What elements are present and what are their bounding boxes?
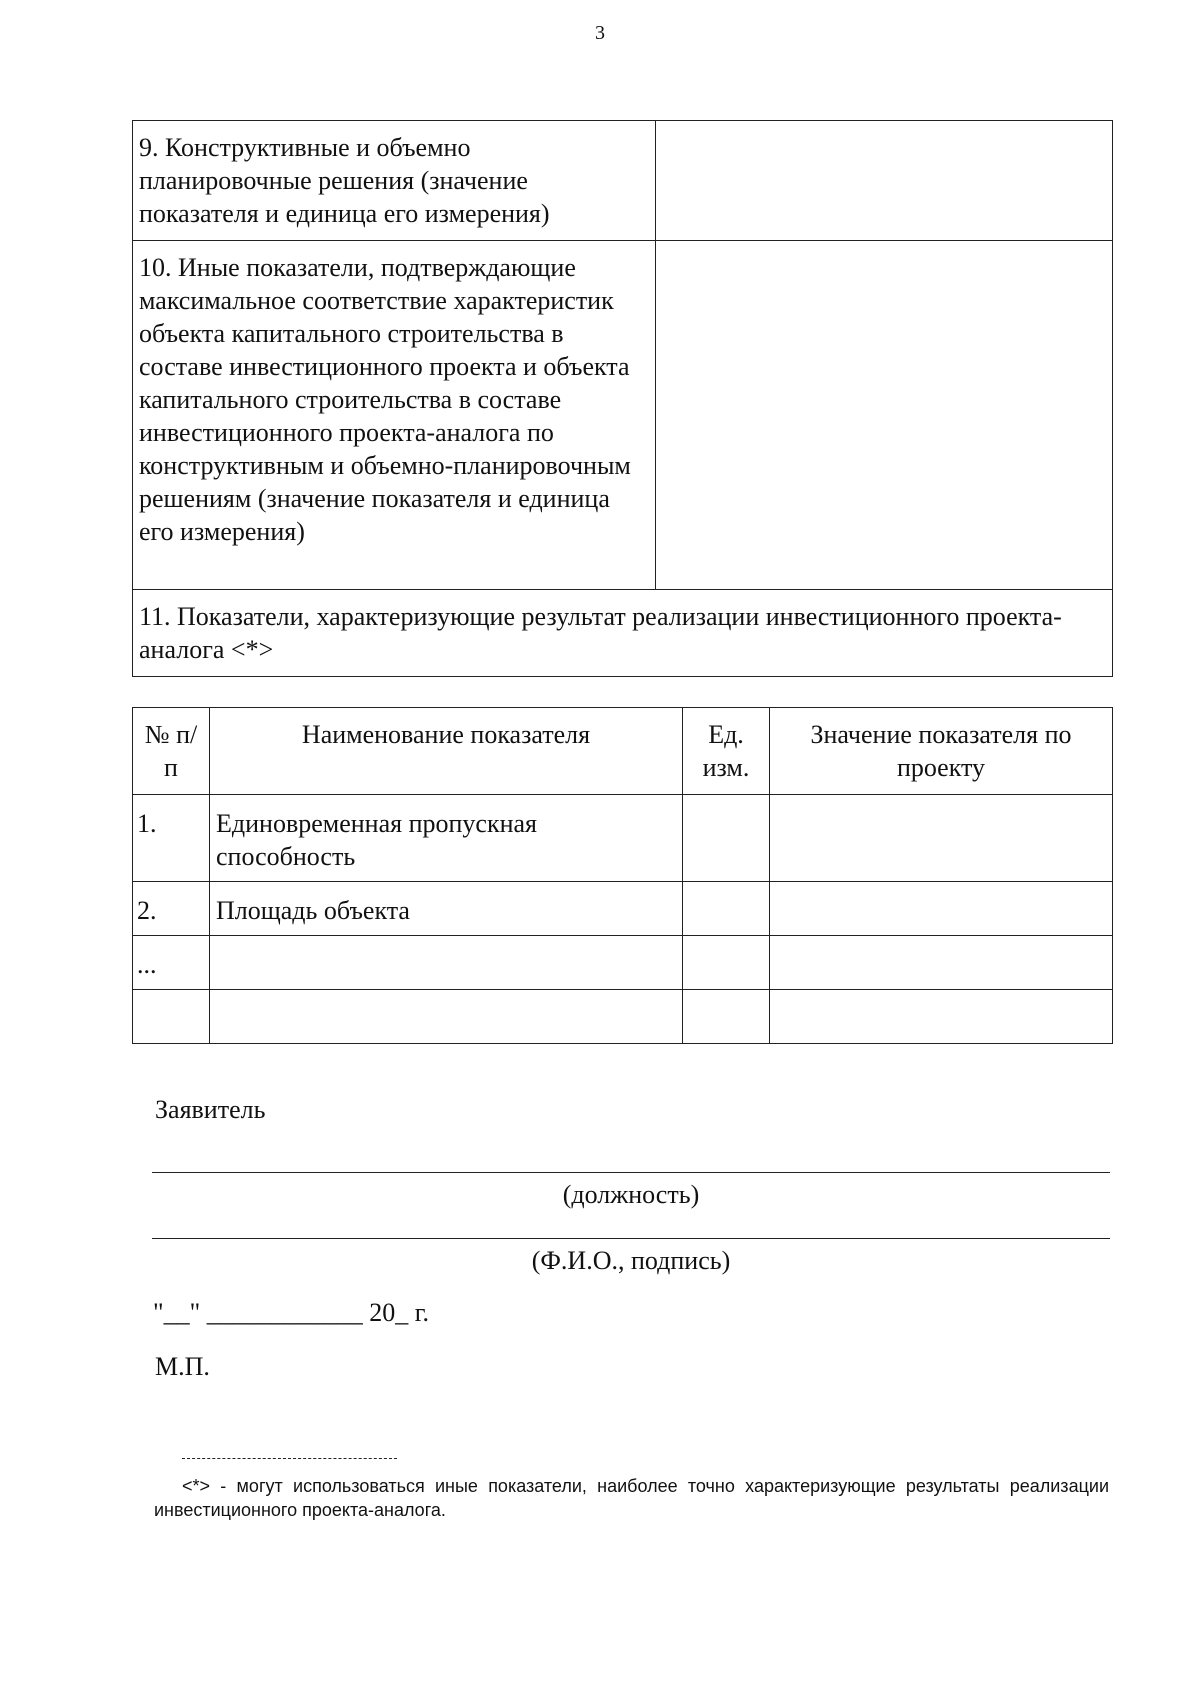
cell-number: 2. [133,882,210,936]
header-name: Наименование показателя [210,708,683,795]
cell-name [210,990,683,1044]
criteria-value [656,121,1113,241]
cell-unit [683,990,770,1044]
footnote-separator [182,1458,397,1459]
criteria-value [656,241,1113,590]
cell-unit [683,936,770,990]
table-row [133,241,1113,590]
header-value: Значение показателя по проекту [770,708,1113,795]
stamp-placeholder: М.П. [155,1352,210,1381]
table-row [133,936,1113,990]
cell-number: 1. [133,795,210,882]
indicators-table [132,707,1113,1044]
cell-value [770,795,1113,882]
header-unit: Ед. изм. [683,708,770,795]
name-signature-caption: (Ф.И.О., подпись) [531,1246,731,1275]
cell-value [770,882,1113,936]
name-signature-line [152,1238,1110,1239]
table-row [133,121,1113,241]
table-row [133,990,1113,1044]
criteria-full-row: 11. Показатели, характеризующие результат реализации инвестиционного проекта-аналога <*> [133,590,1113,677]
cell-number: ... [133,936,210,990]
applicant-label: Заявитель [155,1095,266,1124]
table-row [133,882,1113,936]
position-line [152,1172,1110,1173]
cell-name: Площадь объекта [210,882,683,936]
criteria-table [132,120,1113,677]
cell-number [133,990,210,1044]
footnote: <*> - могут использоваться иные показатели, наиболее точно характеризующие результаты реализации инвестиционного проекта-аналога. [154,1476,1109,1520]
position-caption: (должность) [562,1180,700,1209]
date-line: "__" ____________ 20_ г. [153,1298,429,1327]
table-row [133,590,1113,677]
cell-unit [683,882,770,936]
header-number: № п/п [133,708,210,795]
table-row [133,795,1113,882]
page-number: 3 [595,22,605,44]
table-header-row [133,708,1113,795]
cell-name [210,936,683,990]
cell-value [770,936,1113,990]
cell-name: Единовременная пропускная способность [210,795,683,882]
cell-value [770,990,1113,1044]
cell-unit [683,795,770,882]
criteria-label: 9. Конструктивные и объемно планировочные решения (значение показателя и единица его измерения) [133,121,656,241]
criteria-label: 10. Иные показатели, подтверждающие максимальное соответствие характеристик объекта капитального строительства в составе инвестиционного проекта и объекта капитального строительства в составе инвестиционного проекта-аналога по конструктивным и объемно-планировочным решениям (значение показателя и единица его измерения) [133,241,656,590]
